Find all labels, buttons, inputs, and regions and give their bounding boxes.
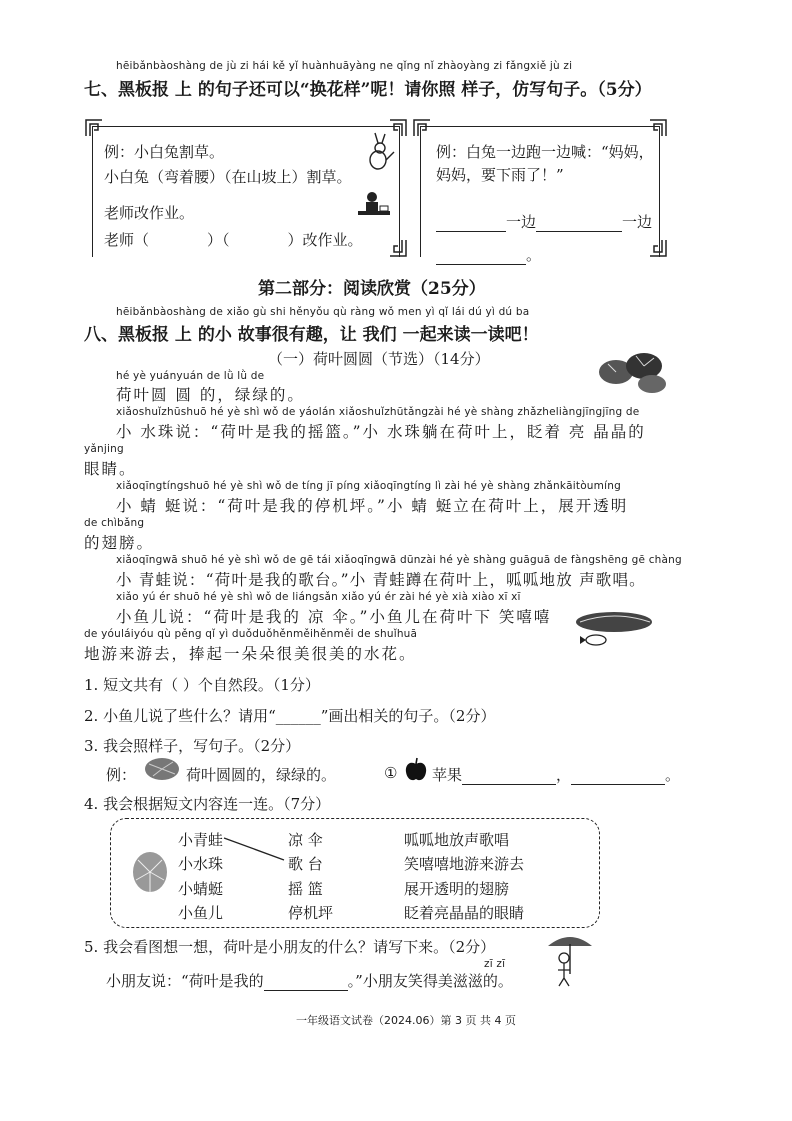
match-left-item[interactable]: 小鱼儿 [178, 904, 224, 922]
paragraph-2-cont: 眼睛。 [84, 460, 137, 478]
left-question-2: 老师（ ）（ ）改作业。 [104, 231, 363, 249]
fill-blank[interactable] [462, 784, 556, 785]
paragraph-3: 小 蜻 蜓说：“荷叶是我的停机坪。”小 蜻 蜓立在荷叶上，展开透明 [116, 497, 629, 515]
p1-pinyin: hé yè yuányuán de lǜ lǜ de [116, 370, 265, 382]
fill-blank[interactable] [436, 231, 506, 232]
right-example-1: 例：白兔一边跑一边喊：“妈妈， [436, 143, 654, 161]
p3b-pinyin: de chìbǎng [84, 517, 145, 529]
q3-example-label: 例： [106, 766, 137, 784]
p2b-pinyin: yǎnjing [84, 443, 124, 455]
paragraph-5-cont: 地游来游去，捧起一朵朵很美很美的水花。 [84, 645, 417, 663]
match-middle-item[interactable]: 凉 伞 [288, 831, 323, 849]
fish-under-leaf-icon [566, 606, 656, 650]
right-example-2: 妈妈，要下雨了！” [436, 166, 564, 184]
page-footer: 一年级语文试卷（2024.06）第 3 页 共 4 页 [296, 1014, 516, 1027]
section7-pinyin: hēibǎnbàoshàng de jù zi hái kě yǐ huànhuāyàng ne qǐng nǐ zhàoyàng zi fǎngxiě jù zi [116, 60, 573, 72]
lotus-leaf-matching-icon [130, 850, 170, 894]
q5-answer-line: 小朋友说：“荷叶是我的 。”小朋友笑得美滋滋的。 [106, 972, 513, 990]
question-5: 5. 我会看图想一想，荷叶是小朋友的什么？请写下来。（2分） [84, 938, 496, 956]
child-umbrella-icon [544, 930, 596, 990]
match-middle-item[interactable]: 歌 台 [288, 855, 323, 873]
paragraph-3-cont: 的翅膀。 [84, 534, 155, 552]
match-connector-line [222, 834, 288, 864]
teacher-icon [356, 190, 392, 220]
match-middle-item[interactable]: 停机坪 [288, 904, 334, 922]
question-2: 2. 小鱼儿说了些什么？请用“______”画出相关的句子。（2分） [84, 707, 496, 725]
paragraph-2: 小 水珠说：“荷叶是我的摇篮。”小 水珠躺在荷叶上，眨着 亮 晶晶的 [116, 423, 646, 441]
match-right-item[interactable]: 眨着亮晶晶的眼睛 [404, 904, 525, 922]
match-middle-item[interactable]: 摇 篮 [288, 880, 323, 898]
part2-title: 第二部分：阅读欣赏（25分） [258, 279, 486, 299]
fill-blank[interactable] [436, 264, 526, 265]
apple-icon [404, 757, 428, 783]
fill-blank[interactable] [536, 231, 622, 232]
q3-fill-line: 苹果 ， 。 [432, 766, 681, 784]
match-right-item[interactable]: 展开透明的翅膀 [404, 880, 510, 898]
p4-pinyin: xiǎoqīngwā shuō hé yè shì wǒ de gē tái xiǎoqīngwā dūnzài hé yè shàng guāguā de fàngshēng gē chàng [116, 554, 682, 566]
match-left-item[interactable]: 小蜻蜓 [178, 880, 224, 898]
p5-pinyin: xiǎo yú ér shuō hé yè shì wǒ de liángsǎn xiǎo yú ér zài hé yè xià xiào xī xī [116, 591, 521, 603]
q3-example-text: 荷叶圆圆的，绿绿的。 [186, 766, 337, 784]
match-left-item[interactable]: 小水珠 [178, 855, 224, 873]
p3-pinyin: xiǎoqīngtíngshuō hé yè shì wǒ de tíng jī píng xiǎoqīngtíng lì zài hé yè shàng zhǎnkāitòumíng [116, 480, 621, 492]
question-3: 3. 我会照样子，写句子。（2分） [84, 737, 301, 755]
zizi-pinyin: zī zī [484, 958, 506, 970]
lotus-leaf-icon [596, 346, 670, 396]
paragraph-1: 荷叶圆 圆 的，绿绿的。 [116, 386, 305, 404]
right-fill-line: 一边 一边 [436, 211, 652, 232]
question-4: 4. 我会根据短文内容连一连。（7分） [84, 795, 331, 813]
rabbit-icon [364, 130, 396, 174]
section8-pinyin: hēibǎnbàoshàng de xiǎo gù shi hěnyǒu qù ràng wǒ men yì qǐ lái dú yì dú ba [116, 306, 530, 318]
passage-title: （一）荷叶圆圆（节选）（14分） [268, 350, 490, 368]
left-example-2: 小白兔（弯着腰）（在山坡上）割草。 [104, 168, 352, 186]
question-1: 1. 短文共有（ ）个自然段。（1分） [84, 676, 320, 694]
lotus-leaf-small-icon [143, 756, 181, 782]
match-right-item[interactable]: 笑嘻嘻地游来游去 [404, 855, 525, 873]
fill-blank[interactable] [571, 784, 665, 785]
q3-number: ① [384, 764, 398, 782]
match-left-item[interactable]: 小青蛙 [178, 831, 224, 849]
left-example-1: 例：小白兔割草。 [104, 143, 225, 161]
paragraph-5: 小鱼儿说：“荷叶是我的 凉 伞。”小鱼儿在荷叶下 笑嘻嘻 [116, 608, 552, 626]
p2-pinyin: xiǎoshuǐzhūshuō hé yè shì wǒ de yáolán xiǎoshuǐzhūtǎngzài hé yè shàng zhǎzheliàngjīngjīng de [116, 406, 640, 418]
p5b-pinyin: de yóuláiyóu qù pěng qǐ yì duǒduǒhěnměihěnměi de shuǐhuā [84, 628, 418, 640]
fill-blank[interactable] [264, 990, 348, 991]
right-fill-line-2: 。 [436, 244, 541, 265]
section7-title: 七、黑板报 上 的句子还可以“换花样”呢！请你照 样子，仿写句子。（5分） [84, 80, 652, 100]
paragraph-4: 小 青蛙说：“荷叶是我的歌台。”小 青蛙蹲在荷叶上，呱呱地放 声歌唱。 [116, 571, 646, 589]
section8-title: 八、黑板报 上 的小 故事很有趣，让 我们 一起来读一读吧！ [84, 325, 539, 345]
match-right-item[interactable]: 呱呱地放声歌唱 [404, 831, 510, 849]
left-question-1: 老师改作业。 [104, 204, 195, 222]
